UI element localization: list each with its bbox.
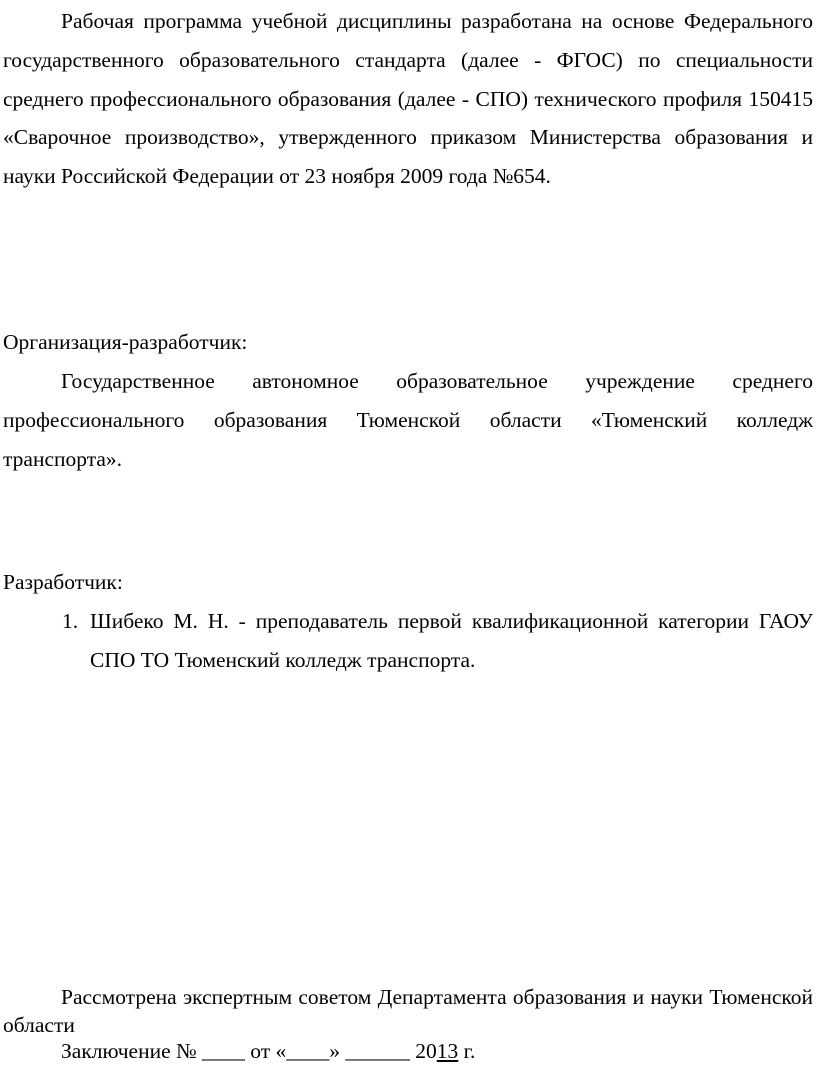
conclusion-day-blank: ____ <box>286 1039 330 1063</box>
intro-paragraph: Рабочая программа учебной дисциплины разработана на основе Федерального государственного образовательного стандарта (далее - ФГОС) по специальности среднего профессионального образования (далее - СПО) технического профиля 150415 «Сварочное производство», утвержденного приказом Министерства образования и науки Российской Федерации от 23 ноября 2009 года №654. <box>3 9 813 189</box>
conclusion-number-blank: ____ <box>201 1039 245 1063</box>
conclusion-year-label: г. <box>463 1039 476 1063</box>
conclusion-month-blank: ______ <box>345 1039 410 1063</box>
conclusion-month-close: » <box>329 1039 341 1063</box>
organization-heading: Организация-разработчик: <box>3 330 248 354</box>
list-item-text: Шибеко М. Н. - преподаватель первой квалификационной категории ГАОУ СПО ТО Тюменский колледж транспорта. <box>90 609 813 672</box>
review-paragraph: Рассмотрена экспертным советом Департамента образования и науки Тюменской области <box>3 985 813 1037</box>
list-item <box>62 602 813 680</box>
organization-paragraph: Государственное автономное образовательное учреждение среднего профессионального образования Тюменской области «Тюменский колледж транспорта». <box>3 369 813 471</box>
conclusion-line <box>61 1036 475 1066</box>
conclusion-year-suffix: 13 <box>436 1039 459 1063</box>
conclusion-label: Заключение № <box>61 1039 197 1063</box>
developers-heading: Разработчик: <box>3 570 123 594</box>
list-item-number: 1. <box>62 609 79 633</box>
conclusion-year-prefix: 20 <box>415 1039 437 1063</box>
conclusion-from-label: от « <box>250 1039 287 1063</box>
